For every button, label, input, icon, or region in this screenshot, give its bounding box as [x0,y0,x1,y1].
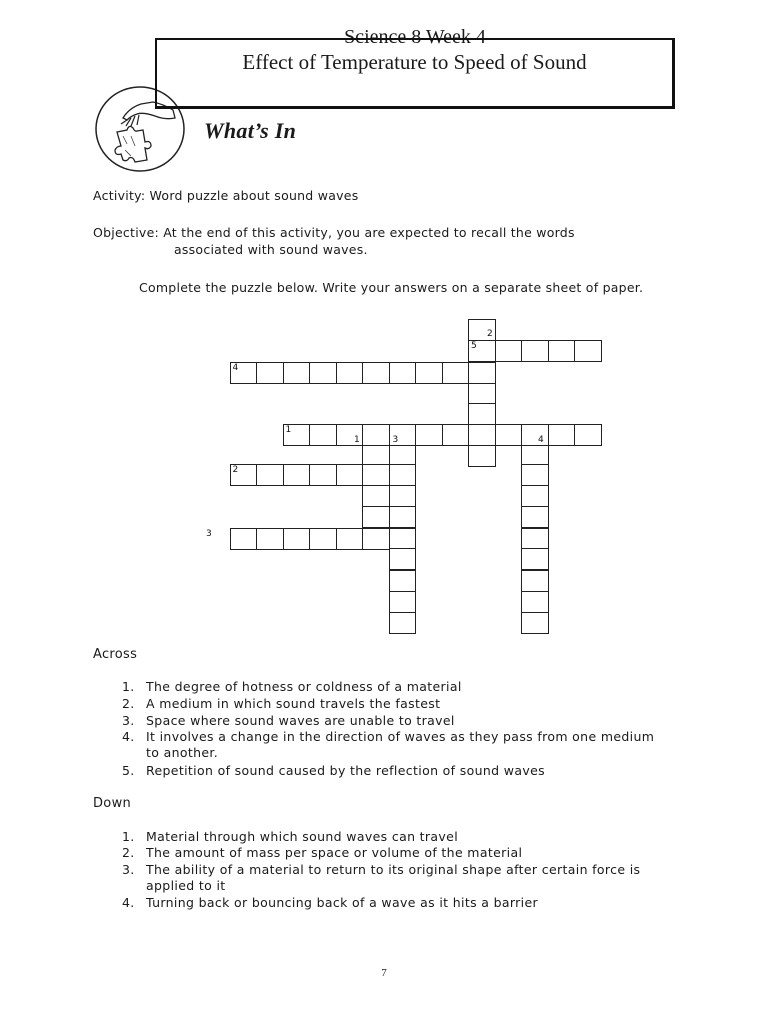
crossword-cell [415,362,443,384]
crossword-clue-number: 4 [538,435,544,445]
section-title: What’s In [204,118,297,143]
crossword-cell [521,340,549,362]
crossword-cell [389,464,417,486]
down-heading: Down [93,796,132,811]
crossword-cell [521,464,549,486]
down-clue-3 [122,862,640,877]
page-title: Effect of Temperature to Speed of Sound [242,50,587,74]
header-subject: Science 8 Week 4 [344,26,486,48]
crossword-cell [336,362,364,384]
crossword-clue-number: 5 [471,341,477,351]
crossword-cell [521,528,549,550]
activity-text: Word puzzle about sound waves [149,188,359,203]
objective-line-1 [93,225,575,240]
crossword-cell [283,362,311,384]
crossword-cell [256,464,284,486]
instruction-text: Complete the puzzle below. Write your answers on a separate sheet of paper. [139,280,644,295]
clue-text: Turning back or bouncing back of a wave as it hits a barrier [146,895,538,910]
crossword-clue-number: 4 [232,363,239,373]
crossword-cell [468,403,496,425]
across-clue-2 [122,696,440,711]
crossword-cell [521,506,549,528]
crossword-cell [362,506,390,528]
crossword-cell [574,340,602,362]
crossword-clue-number: 2 [487,329,493,339]
down-clue-1 [122,829,458,844]
crossword-cell [468,424,496,446]
clue-text: It involves a change in the direction of waves as they pass from one medium [146,729,655,744]
crossword-cell [362,424,390,446]
crossword-cell [521,591,549,613]
crossword-cell [362,528,390,550]
crossword-cell [362,362,390,384]
across-clue-1 [122,679,462,694]
crossword-cell [256,528,284,550]
crossword-cell [574,424,602,446]
across-clue-3 [122,713,455,728]
crossword-cell [389,612,417,634]
crossword-cell [309,464,337,486]
clue-text: The ability of a material to return to its original shape after certain force is [146,862,641,877]
crossword-cell [521,612,549,634]
across-clue-5 [122,763,545,778]
crossword-cell [548,424,576,446]
clue-text: Space where sound waves are unable to travel [146,713,455,728]
objective-label: Objective: [93,225,159,240]
crossword-cell [442,362,470,384]
crossword-cell [415,424,443,446]
crossword-cell [468,445,496,467]
clue-number: 4. [122,729,135,744]
page-number: 7 [381,967,387,979]
clue-number: 1. [122,679,135,694]
crossword-cell [309,424,337,446]
clue-text: The degree of hotness or coldness of a material [146,679,462,694]
crossword-clue-number: 1 [354,435,360,445]
crossword-cell [336,464,364,486]
clue-number: 5. [122,763,135,778]
crossword-cell [283,528,311,550]
crossword-cell [389,485,417,507]
clue-number: 2. [122,696,135,711]
clue-text: Repetition of sound caused by the reflection of sound waves [146,763,546,778]
clue-text: A medium in which sound travels the fastest [146,696,441,711]
crossword-cell [521,548,549,570]
crossword-clue-number: 3 [392,435,399,445]
crossword-cell [256,362,284,384]
crossword-cell [495,340,523,362]
crossword-cell [442,424,470,446]
clue-number: 2. [122,845,135,860]
crossword-cell [389,506,417,528]
clue-number: 3. [122,713,135,728]
down-clue-2 [122,845,522,860]
down-clue-3-cont: applied to it [146,878,226,893]
clue-number: 4. [122,895,135,910]
crossword-cell [362,464,390,486]
activity-label: Activity: [93,188,146,203]
across-clue-4-cont: to another. [146,745,219,760]
crossword-cell [389,548,417,570]
down-clue-4 [122,895,538,910]
crossword-clue-number: 2 [232,465,239,475]
crossword-clue-number: 3 [206,529,212,539]
crossword-cell [309,528,337,550]
across-clue-4 [122,729,654,744]
crossword-cell [521,570,549,592]
crossword-cell [389,362,417,384]
crossword-cell [389,570,417,592]
objective-text-1: At the end of this activity, you are expected to recall the words [163,225,575,240]
crossword-cell [521,424,549,446]
crossword-cell [548,340,576,362]
crossword-cell [362,485,390,507]
crossword-cell [495,424,523,446]
crossword-cell [309,362,337,384]
crossword-cell [336,528,364,550]
clue-text: Material through which sound waves can travel [146,829,459,844]
across-heading: Across [93,647,138,662]
clue-text: The amount of mass per space or volume of the material [146,845,523,860]
crossword-cell [468,362,496,384]
crossword-cell [468,383,496,405]
crossword-clue-number: 1 [285,425,292,435]
objective-text-2: associated with sound waves. [174,242,368,257]
crossword-cell [389,528,417,550]
crossword-cell [389,591,417,613]
activity-line [93,188,358,203]
clue-number: 3. [122,862,135,877]
crossword-cell [230,528,258,550]
crossword-cell [521,485,549,507]
clue-number: 1. [122,829,135,844]
crossword-cell [283,464,311,486]
